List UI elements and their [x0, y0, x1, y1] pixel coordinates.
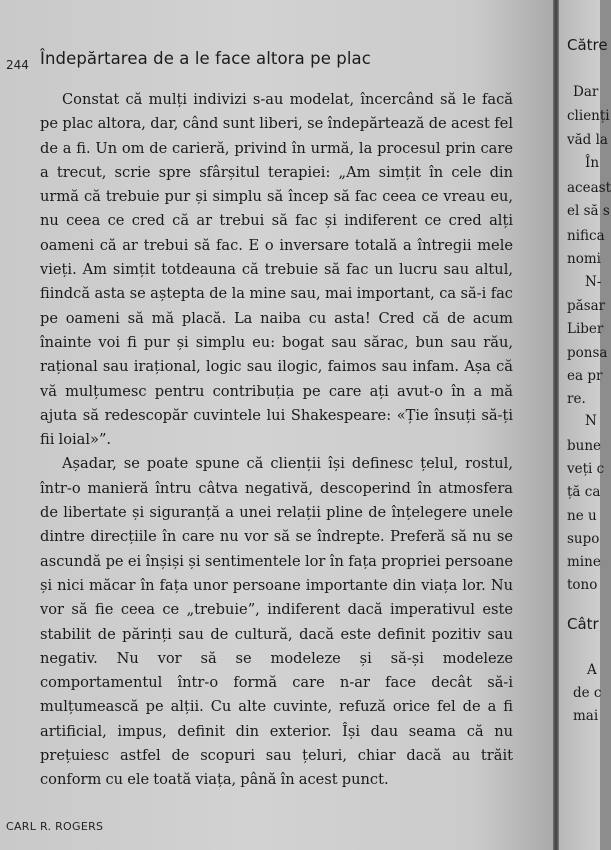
right-fragment: clienți	[567, 108, 610, 124]
running-title: Îndepărtarea de a le face altora pe plac	[40, 49, 371, 68]
right-fragment: nomi	[567, 251, 601, 267]
right-fragment: aceast	[567, 180, 611, 196]
right-fragment: mine	[567, 554, 601, 570]
right-fragment: veți c	[567, 461, 605, 477]
right-fragment: N-	[585, 274, 602, 290]
author-footer: CARL R. ROGERS	[6, 820, 104, 833]
right-fragment: de c	[573, 685, 602, 701]
body-text	[40, 88, 513, 793]
right-fragment: Liber	[567, 321, 604, 337]
page-number: 244	[6, 58, 29, 72]
right-fragment: ță ca	[567, 484, 601, 500]
right-fragment: În	[585, 155, 600, 171]
right-page	[559, 0, 611, 850]
right-heading: Către	[567, 36, 608, 54]
right-fragment: ne u	[567, 508, 597, 524]
right-fragment: mai	[573, 708, 599, 724]
right-fragment: tono	[567, 577, 598, 593]
right-fragment: bune	[567, 438, 602, 454]
right-fragment: el să s	[567, 203, 610, 219]
right-fragment: ponsa	[567, 345, 608, 361]
right-fragment: re.	[567, 391, 586, 407]
right-fragment: nifica	[567, 228, 605, 244]
right-heading: Câtr	[567, 615, 599, 633]
right-fragment: văd la	[567, 132, 608, 148]
right-fragment: supo	[567, 531, 600, 547]
paragraph: Constat că mulți indivizi s-au modelat, încercând să le facă pe plac altora, dar, când sunt liberi, se îndepărtează de acest fel de a fi. Un om de carieră, privind în urmă, la procesul prin care a trecut, scrie spre sfârșitul terapiei: „Am simțit în cele din urmă că trebuie pur și simplu să încep să fac ceea ce vreau eu, nu ceea ce cred că ar trebui să fac și indiferent ce cred alți oameni că ar trebui să fac. E o inversare totală a întregii mele vieți. Am simțit totdeauna că trebuie să fac un lucru sau altul, fiindcă asta se aștepta de la mine sau, mai important, ca să-i fac pe oameni să mă placă. La naiba cu asta! Cred că de acum înainte voi fi pur și simplu eu: bogat sau sărac, bun sau rău, rațional sau irațional, logic sau ilogic, faimos sau infam. Așa că vă mulțumesc pentru contribuția pe care ați avut-o în a mă ajuta să redescopăr cuvintele lui Shakespeare: «Ție însuți să-ți fii loial»”.	[40, 91, 513, 449]
right-fragment: A	[587, 662, 597, 678]
right-fragment: păsar	[567, 298, 606, 314]
right-fragment: ea pr	[567, 368, 603, 384]
paragraph: Așadar, se poate spune că clienții își definesc țelul, rostul, într-o manieră întru câtva negativă, descoperind în atmosfera de libertate și siguranță a unei relații pline de înțelegere unele dintre direcțiile în care nu vor să se îndrepte. Preferă să nu se ascundă pe ei înșiși și sentimentele lor în fața propriei persoane și nici măcar în fața unor persoane importante din viața lor. Nu vor să fie ceea ce „trebuie”, indiferent dacă imperativul este stabilit de părinți sau de cultură, dacă este definit pozitiv sau negativ. Nu vor să se modeleze și să-și modeleze comportamentul într-o formă care n-ar face decât să-i mulțumească pe alții. Cu alte cuvinte, refuză orice fel de a fi artificial, impus, definit din exterior. Își dau seama că nu prețuiesc astfel de scopuri sau țeluri, chiar dacă au trăit conform cu ele toată viața, până în acest punct.	[40, 455, 513, 789]
right-fragment: Dar	[573, 84, 599, 100]
right-fragment: N	[585, 413, 597, 429]
